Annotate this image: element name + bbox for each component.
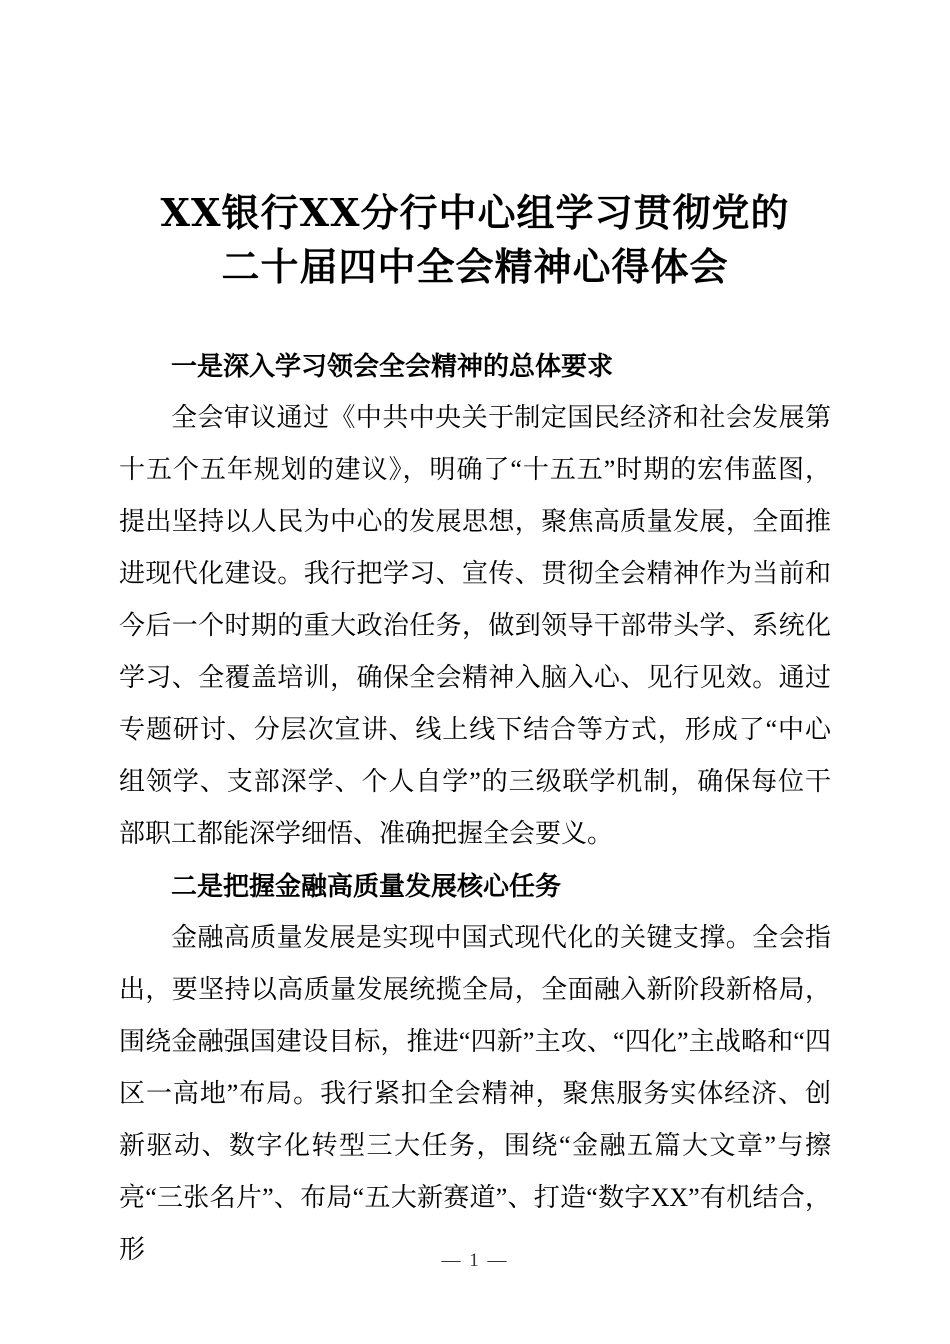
- section-2-paragraph: 金融高质量发展是实现中国式现代化的关键支撑。全会指出，要坚持以高质量发展统揽全局，全面融入新阶段新格局，围绕金融强国建设目标，推进“四新”主攻、“四化”主战略和“四区一高地”布局。我行紧扣全会精神，聚焦服务实体经济、创新驱动、数字化转型三大任务，围绕“金融五篇大文章”与擦亮“三张名片”、布局“五大新赛道”、打造“数字XX”有机结合，形: [119, 923, 831, 1264]
- section-2-heading: 二是把握金融高质量发展核心任务: [171, 871, 562, 901]
- section-1-heading: 一是深入学习领会全会精神的总体要求: [171, 351, 614, 381]
- section-1-paragraph: 全会审议通过《中共中央关于制定国民经济和社会发展第十五个五年规划的建议》，明确了“十五五”时期的宏伟蓝图，提出坚持以人民为中心的发展思想，聚焦高质量发展，全面推进现代化建设。我行把学习、宣传、贯彻全会精神作为当前和今后一个时期的重大政治任务，做到领导干部带头学、系统化学习、全覆盖培训，确保全会精神入脑入心、见行见效。通过专题研讨、分层次宣讲、线上线下结合等方式，形成了“中心组领学、支部深学、个人自学”的三级联学机制，确保每位干部职工都能深学细悟、准确把握全会要义。: [119, 403, 831, 848]
- document-body: [119, 340, 831, 1276]
- page-number: — 1 —: [441, 1250, 509, 1271]
- document-title: XX银行XX分行中心组学习贯彻党的二十届四中全会精神心得体会: [160, 190, 790, 289]
